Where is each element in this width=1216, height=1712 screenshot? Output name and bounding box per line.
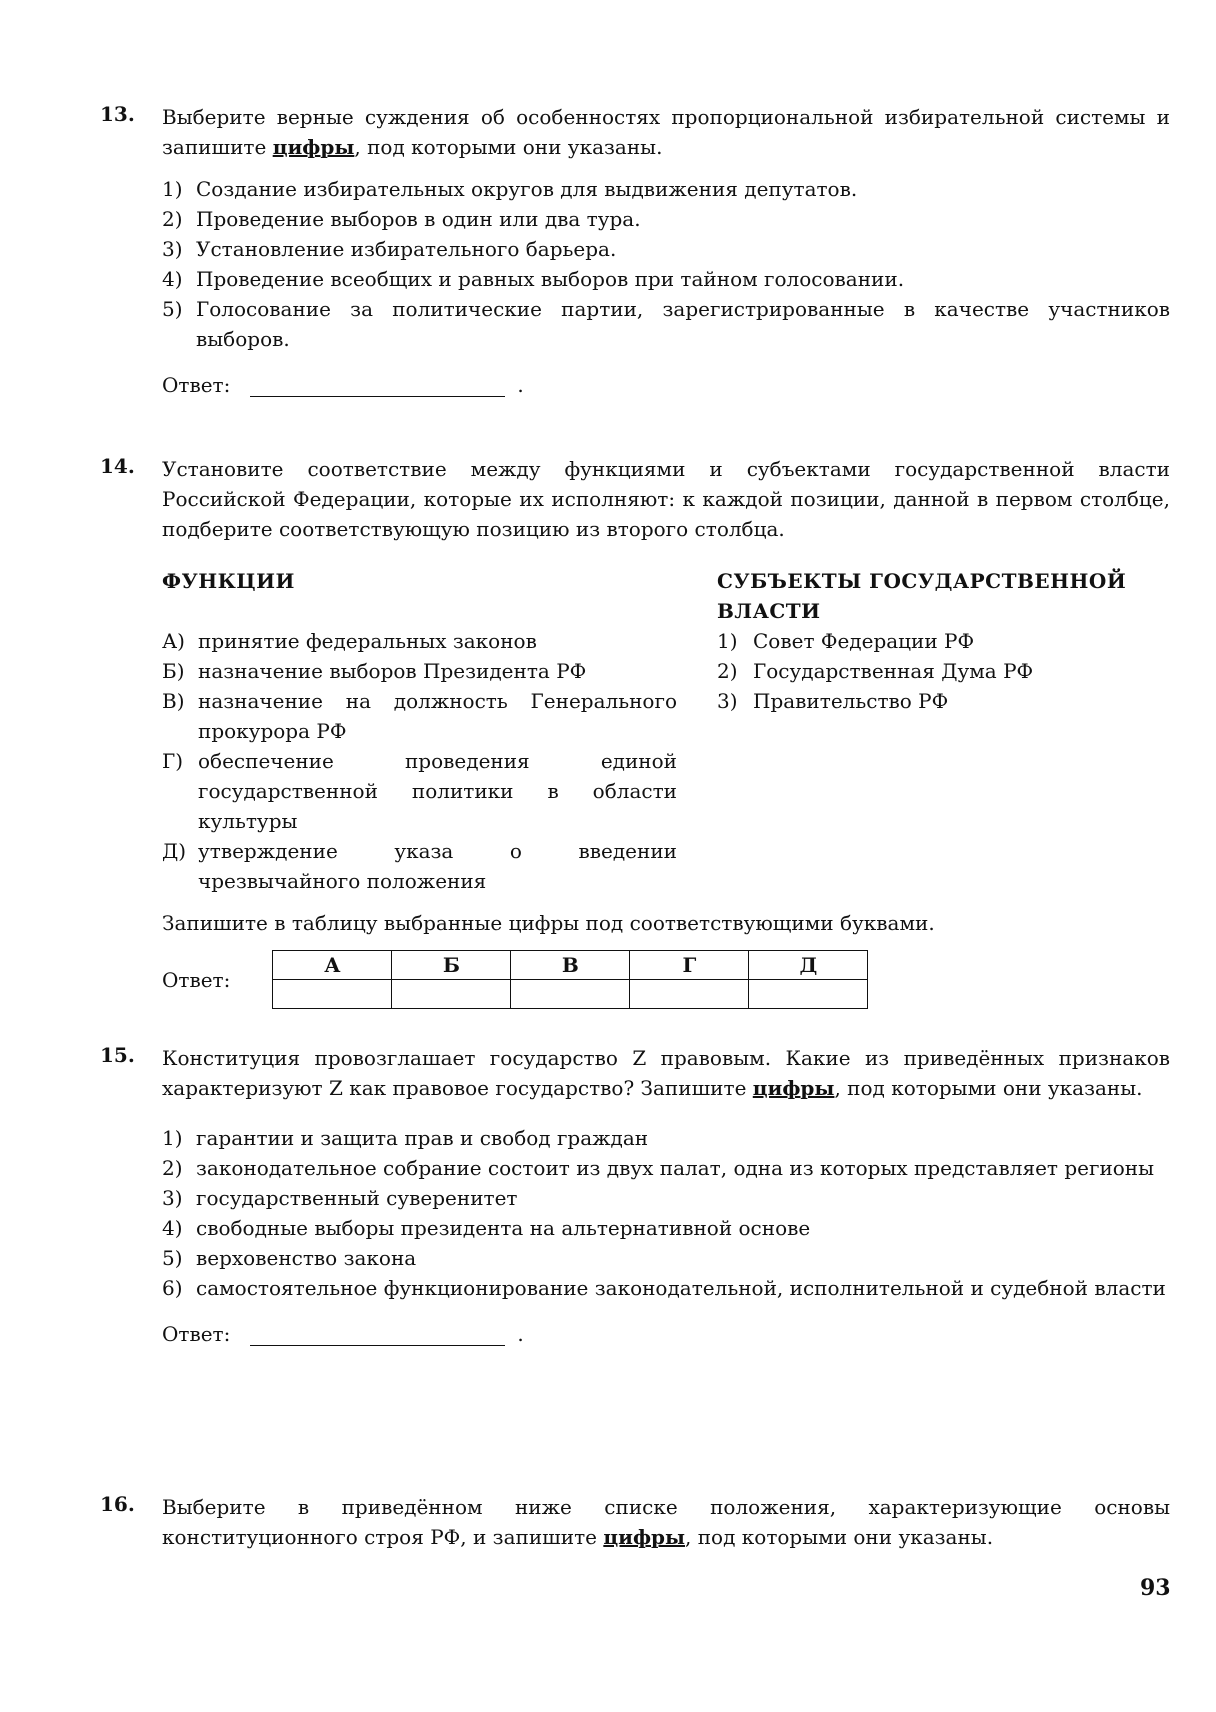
options-list xyxy=(100,1123,1170,1303)
function-item: Г) обеспечение проведения единой государственной политики в области культуры xyxy=(162,749,677,833)
column-header: ФУНКЦИИ xyxy=(162,569,295,593)
answer-row xyxy=(162,950,1170,1009)
question-number: 14. xyxy=(100,454,135,478)
subject-item: 2) Государственная Дума РФ xyxy=(717,659,1034,683)
question-number: 16. xyxy=(100,1492,135,1516)
functions-column xyxy=(162,566,677,896)
option-item: 1) Создание избирательных округов для выдвижения депутатов. xyxy=(162,177,858,201)
option-item: 5) Голосование за политические партии, зарегистрированные в качестве участников выборов. xyxy=(162,297,1170,351)
table-header-cell: Б xyxy=(392,951,511,980)
option-item: 5) верховенство закона xyxy=(162,1246,417,1270)
table-header-cell: А xyxy=(273,951,392,980)
answer-row: Ответ: . xyxy=(162,1319,1170,1349)
answer-cell[interactable] xyxy=(392,980,511,1009)
function-item: Д) утверждение указа о введении чрезвычайного положения xyxy=(162,839,677,893)
question-13 xyxy=(100,102,1170,400)
answer-cell[interactable] xyxy=(630,980,749,1009)
option-item: 2) законодательное собрание состоит из двух палат, одна из которых представляет регионы xyxy=(162,1156,1155,1180)
answer-label: Ответ: xyxy=(162,1322,231,1346)
question-text: Выберите верные суждения об особенностях пропорциональной избирательной системы и запишите цифры, под которыми они указаны. xyxy=(162,105,1170,159)
table-header-cell: Д xyxy=(749,951,868,980)
table-instruction: Запишите в таблицу выбранные цифры под соответствующими буквами. xyxy=(162,911,935,935)
answer-field[interactable] xyxy=(250,374,505,397)
question-number: 15. xyxy=(100,1043,135,1067)
question-number: 13. xyxy=(100,102,135,126)
subject-item: 1) Совет Федерации РФ xyxy=(717,629,975,653)
answer-label: Ответ: xyxy=(162,967,231,992)
option-item: 4) свободные выборы президента на альтернативной основе xyxy=(162,1216,811,1240)
function-item: А) принятие федеральных законов xyxy=(162,629,537,653)
option-item: 3) Установление избирательного барьера. xyxy=(162,237,617,261)
function-item: В) назначение на должность Генерального прокурора РФ xyxy=(162,689,677,743)
option-item: 3) государственный суверенитет xyxy=(162,1186,518,1210)
question-text: Выберите в приведённом ниже списке положения, характеризующие основы конституционного строя РФ, и запишите цифры, под которыми они указаны. xyxy=(162,1495,1170,1549)
answer-row: Ответ: . xyxy=(162,370,1170,400)
answer-cell[interactable] xyxy=(749,980,868,1009)
column-header: СУБЪЕКТЫ ГОСУДАРСТВЕННОЙ ВЛАСТИ xyxy=(717,569,1127,623)
answer-cell[interactable] xyxy=(511,980,630,1009)
page-number: 93 xyxy=(1140,1575,1171,1601)
subjects-column xyxy=(717,566,1170,896)
matching-columns xyxy=(162,566,1170,896)
option-item: 6) самостоятельное функционирование законодательной, исполнительной и судебной власти xyxy=(162,1276,1166,1300)
answer-cell[interactable] xyxy=(273,980,392,1009)
question-text: Конституция провозглашает государство Z правовым. Какие из приведённых признаков характеризуют Z как правовое государство? Запишите цифры, под которыми они указаны. xyxy=(162,1046,1170,1100)
options-list xyxy=(100,174,1170,354)
option-item: 2) Проведение выборов в один или два тура. xyxy=(162,207,641,231)
answer-table xyxy=(272,950,868,1009)
question-text: Установите соответствие между функциями и субъектами государственной власти Российской Федерации, которые их исполняют: к каждой позиции, данной в первом столбце, подберите соответствующую позицию из второго столбца. xyxy=(162,457,1170,541)
function-item: Б) назначение выборов Президента РФ xyxy=(162,659,587,683)
option-item: 4) Проведение всеобщих и равных выборов при тайном голосовании. xyxy=(162,267,905,291)
option-item: 1) гарантии и защита прав и свобод граждан xyxy=(162,1126,649,1150)
answer-field[interactable] xyxy=(250,1323,505,1346)
subject-item: 3) Правительство РФ xyxy=(717,689,949,713)
table-header-cell: В xyxy=(511,951,630,980)
question-16 xyxy=(100,1492,1170,1552)
question-15 xyxy=(100,1043,1170,1349)
table-header-cell: Г xyxy=(630,951,749,980)
answer-label: Ответ: xyxy=(162,373,231,397)
question-14 xyxy=(100,454,1170,1009)
